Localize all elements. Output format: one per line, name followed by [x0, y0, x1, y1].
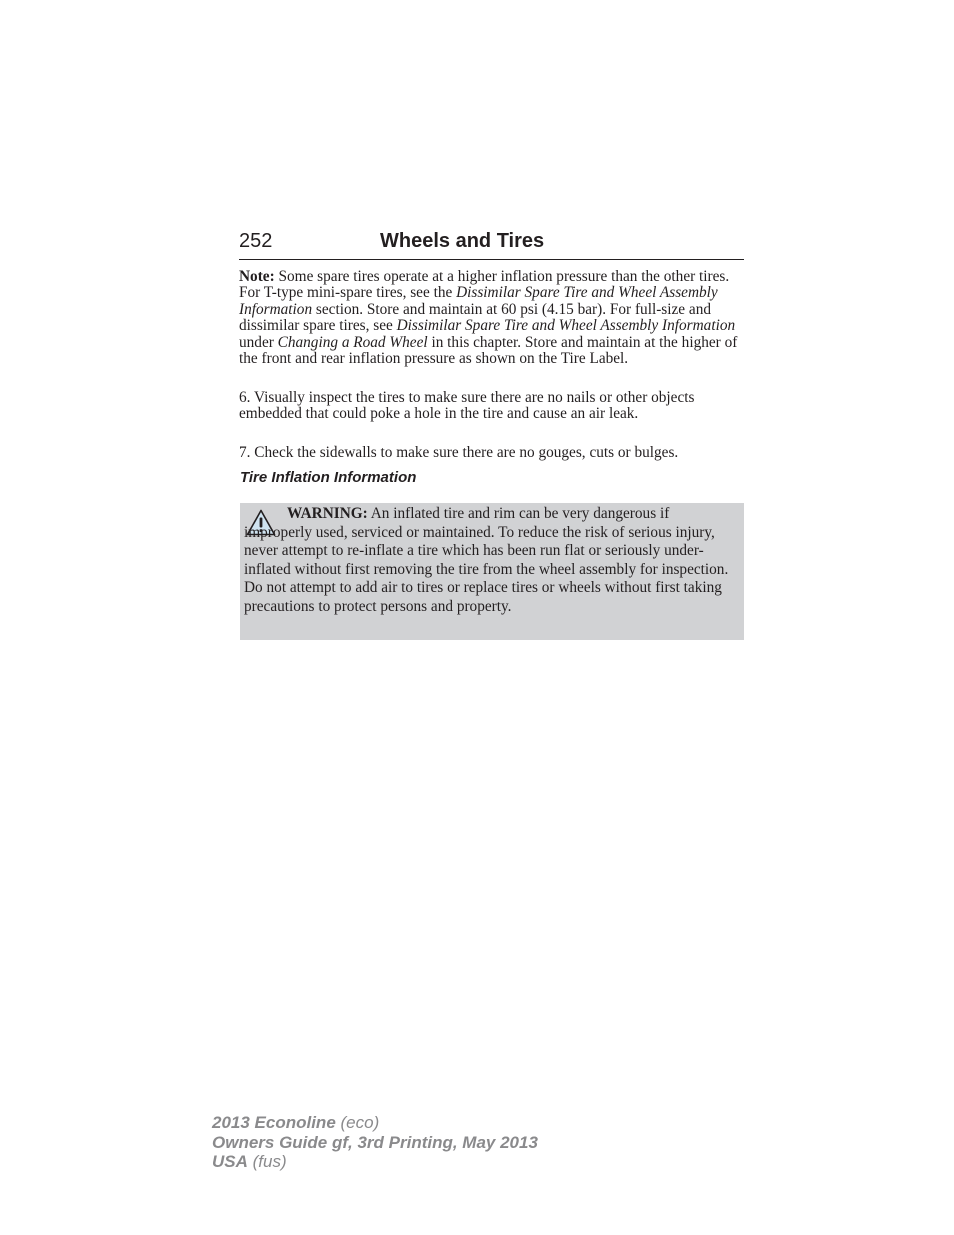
note-text-2: section. Store and maintain at 60 psi (4.15 bar). For full-size and dissimilar spare tires, see	[239, 300, 711, 335]
step-7-paragraph: 7. Check the sidewalls to make sure there are no gouges, cuts or bulges.	[239, 444, 679, 461]
note-paragraph	[239, 269, 744, 367]
warning-body: An inflated tire and rim can be very dangerous if improperly used, serviced or maintained. To reduce the risk of serious injury, never attempt to re-inflate a tire which has been run flat or seriously under-inflated without first removing the tire from the wheel assembly for inspection. Do not attempt to add air to tires or replace tires or wheels without first taking precautions to protect persons and property.	[244, 505, 729, 615]
note-text-4: in this chapter. Store and maintain at the higher of the front and rear inflation pressure as shown on the Tire Label.	[239, 333, 738, 368]
page-header	[239, 229, 744, 260]
footer-line-1	[212, 1113, 538, 1133]
section-title: Wheels and Tires	[380, 230, 545, 252]
subheading-tire-inflation: Tire Inflation Information	[240, 469, 417, 486]
note-ref-2: Dissimilar Spare Tire and Wheel Assembly Information	[396, 317, 736, 335]
footer-line-3	[212, 1152, 538, 1172]
footer-model: 2013 Econoline	[212, 1113, 336, 1132]
note-ref-3: Changing a Road Wheel	[277, 333, 428, 351]
note-label: Note:	[239, 268, 275, 285]
note-text-1: Some spare tires operate at a higher inflation pressure than the other tires. For T-type mini-spare tires, see the	[239, 268, 730, 302]
footer-region: USA	[212, 1152, 248, 1171]
warning-label: WARNING:	[287, 505, 368, 522]
step-6-paragraph: 6. Visually inspect the tires to make sure there are no nails or other objects embedded that could poke a hole in the tire and cause an air leak.	[239, 389, 695, 423]
page-number: 252	[239, 230, 273, 252]
warning-box	[240, 503, 744, 640]
footer-region-code: (fus)	[247, 1152, 287, 1171]
warning-text	[244, 505, 740, 617]
note-text-3: under	[239, 333, 278, 351]
page-footer	[212, 1113, 538, 1172]
note-ref-1: Dissimilar Spare Tire and Wheel Assembly Information	[239, 284, 718, 318]
footer-model-code: (eco)	[335, 1113, 380, 1132]
footer-line-2: Owners Guide gf, 3rd Printing, May 2013	[212, 1132, 538, 1152]
